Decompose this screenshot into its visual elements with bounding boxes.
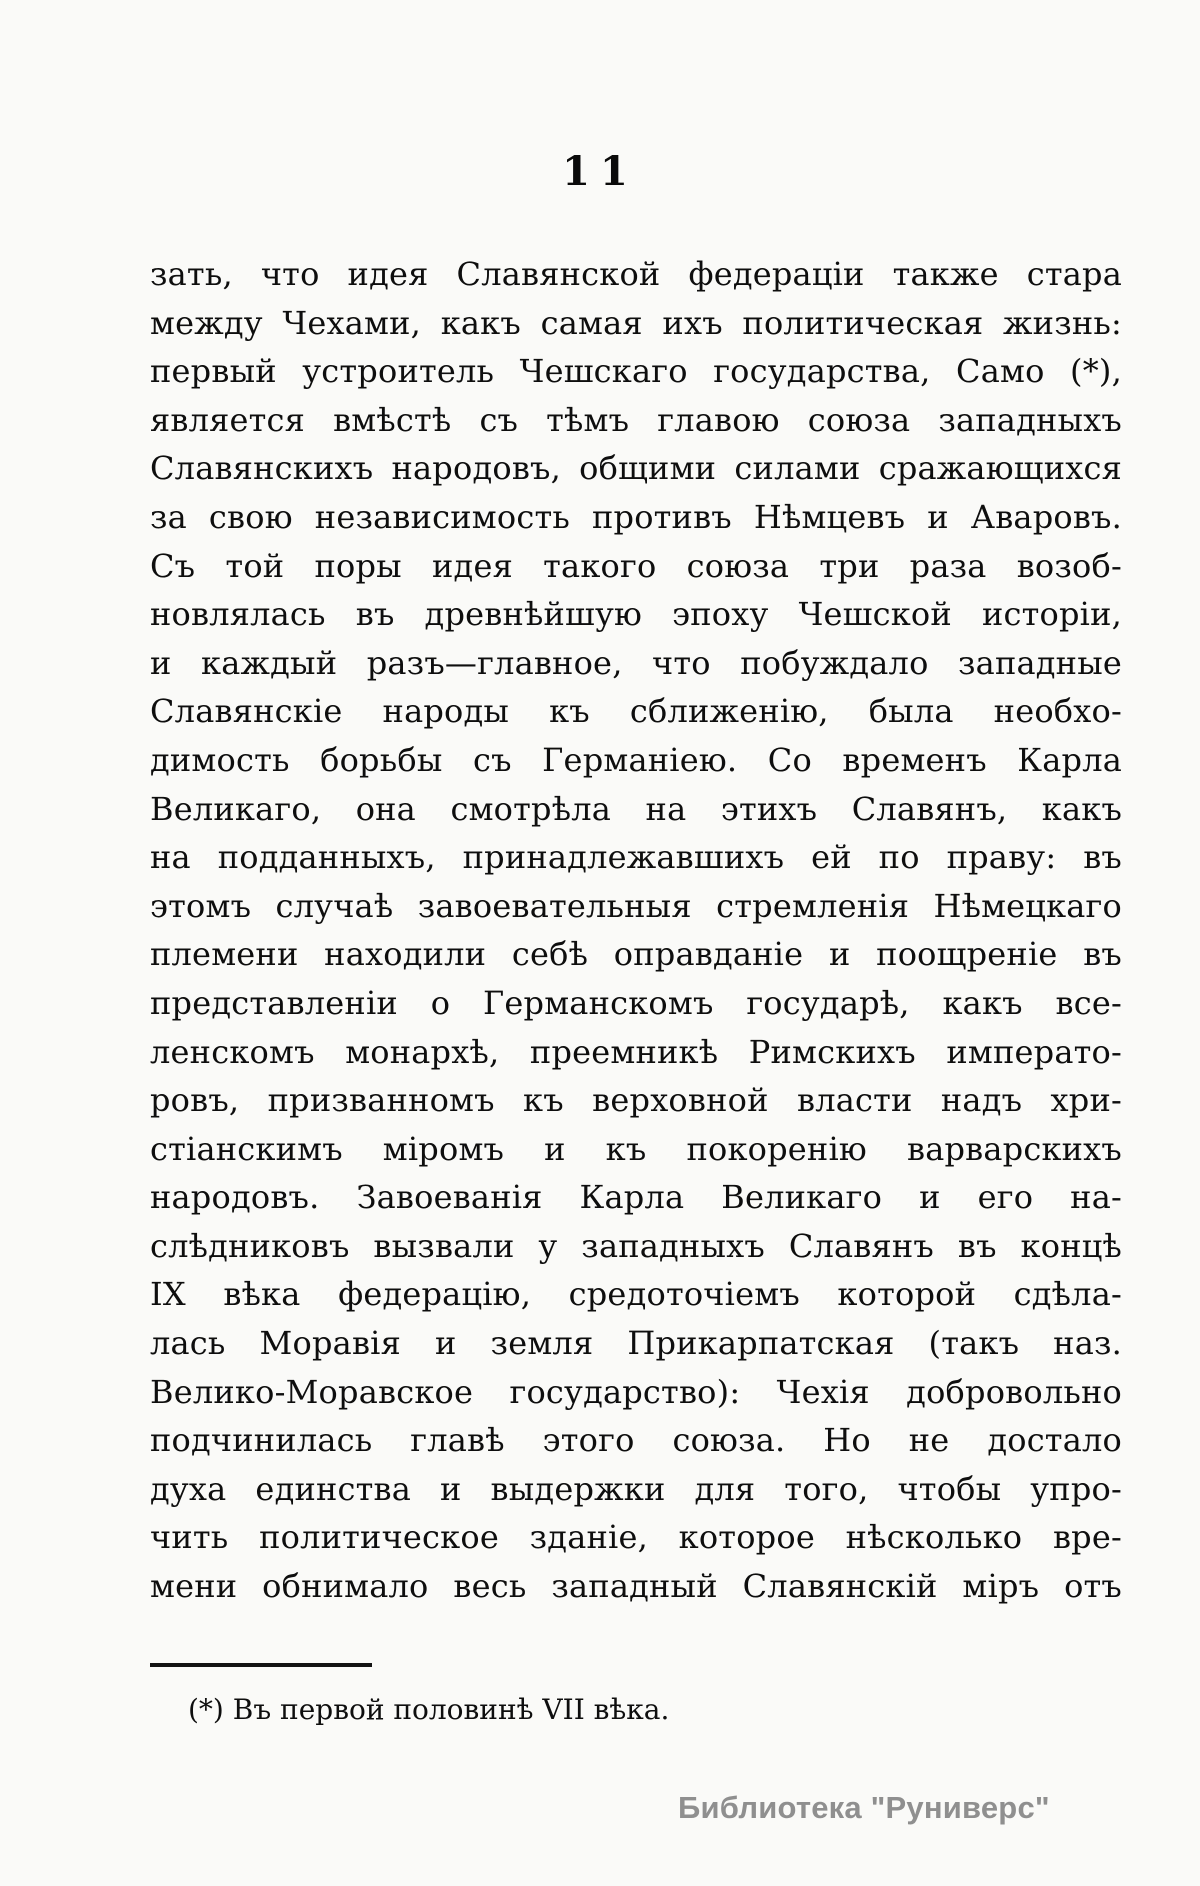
text-line: этомъ случаѣ завоевательныя стремленія Нѣмецкаго [150,886,1122,925]
text-line: ленскомъ монархѣ, преемникѣ Римскихъ императо- [150,1032,1122,1071]
text-line: подчинилась главѣ этого союза. Но не достало [150,1421,1122,1460]
text-line: за свою независимость противъ Нѣмцевъ и Аваровъ. [150,497,1122,536]
text-line: племени находили себѣ оправданіе и поощреніе въ [150,935,1122,974]
text-line: ровъ, призванномъ къ верховной власти надъ хри- [150,1081,1122,1120]
text-line: Славянскихъ народовъ, общими силами сражающихся [150,449,1122,488]
text-line: стіанскимъ міромъ и къ покоренію варварскихъ [150,1129,1122,1168]
text-line: Съ той поры идея такого союза три раза возоб- [150,546,1122,585]
page-body-text [150,250,1122,1611]
text-line: новлялась въ древнѣйшую эпоху Чешской исторіи, [150,595,1122,634]
footnote-separator-rule [150,1663,372,1667]
text-line: мени обнимало весь западный Славянскій міръ отъ [150,1567,1122,1606]
text-line: чить политическое зданіе, которое нѣсколько вре- [150,1518,1122,1557]
text-line: является вмѣстѣ съ тѣмъ главою союза западныхъ [150,400,1122,439]
text-line: народовъ. Завоеванія Карла Великаго и его на- [150,1178,1122,1217]
page-number: 11 [562,148,638,195]
text-line: между Чехами, какъ самая ихъ политическая жизнь: [150,303,1122,342]
text-line: Великаго, она смотрѣла на этихъ Славянъ, какъ [150,789,1122,828]
text-line: представленіи о Германскомъ государѣ, какъ все- [150,983,1122,1022]
text-line: Славянскіе народы къ сближенію, была необхо- [150,692,1122,731]
library-watermark: Библиотека "Руниверс" [678,1790,1050,1825]
text-line: Велико-Моравское государство): Чехія добровольно [150,1372,1122,1411]
text-line: слѣдниковъ вызвали у западныхъ Славянъ въ концѣ [150,1226,1122,1265]
text-line: зать, что идея Славянской федераціи также стара [150,255,1122,293]
text-line: лась Моравія и земля Прикарпатская (такъ наз. [150,1324,1122,1363]
text-line: IX вѣка федерацію, средоточіемъ которой сдѣла- [150,1275,1122,1314]
text-line: духа единства и выдержки для того, чтобы упро- [150,1469,1122,1508]
text-line: на подданныхъ, принадлежавшихъ ей по праву: въ [150,838,1122,877]
text-line: и каждый разъ—главное, что побуждало западные [150,643,1122,682]
text-line: димость борьбы съ Германіею. Со временъ Карла [150,740,1122,779]
text-line: первый устроитель Чешскаго государства, Само (*), [150,352,1122,391]
footnote-text: (*) Въ первой половинѣ VII вѣка. [188,1693,670,1726]
